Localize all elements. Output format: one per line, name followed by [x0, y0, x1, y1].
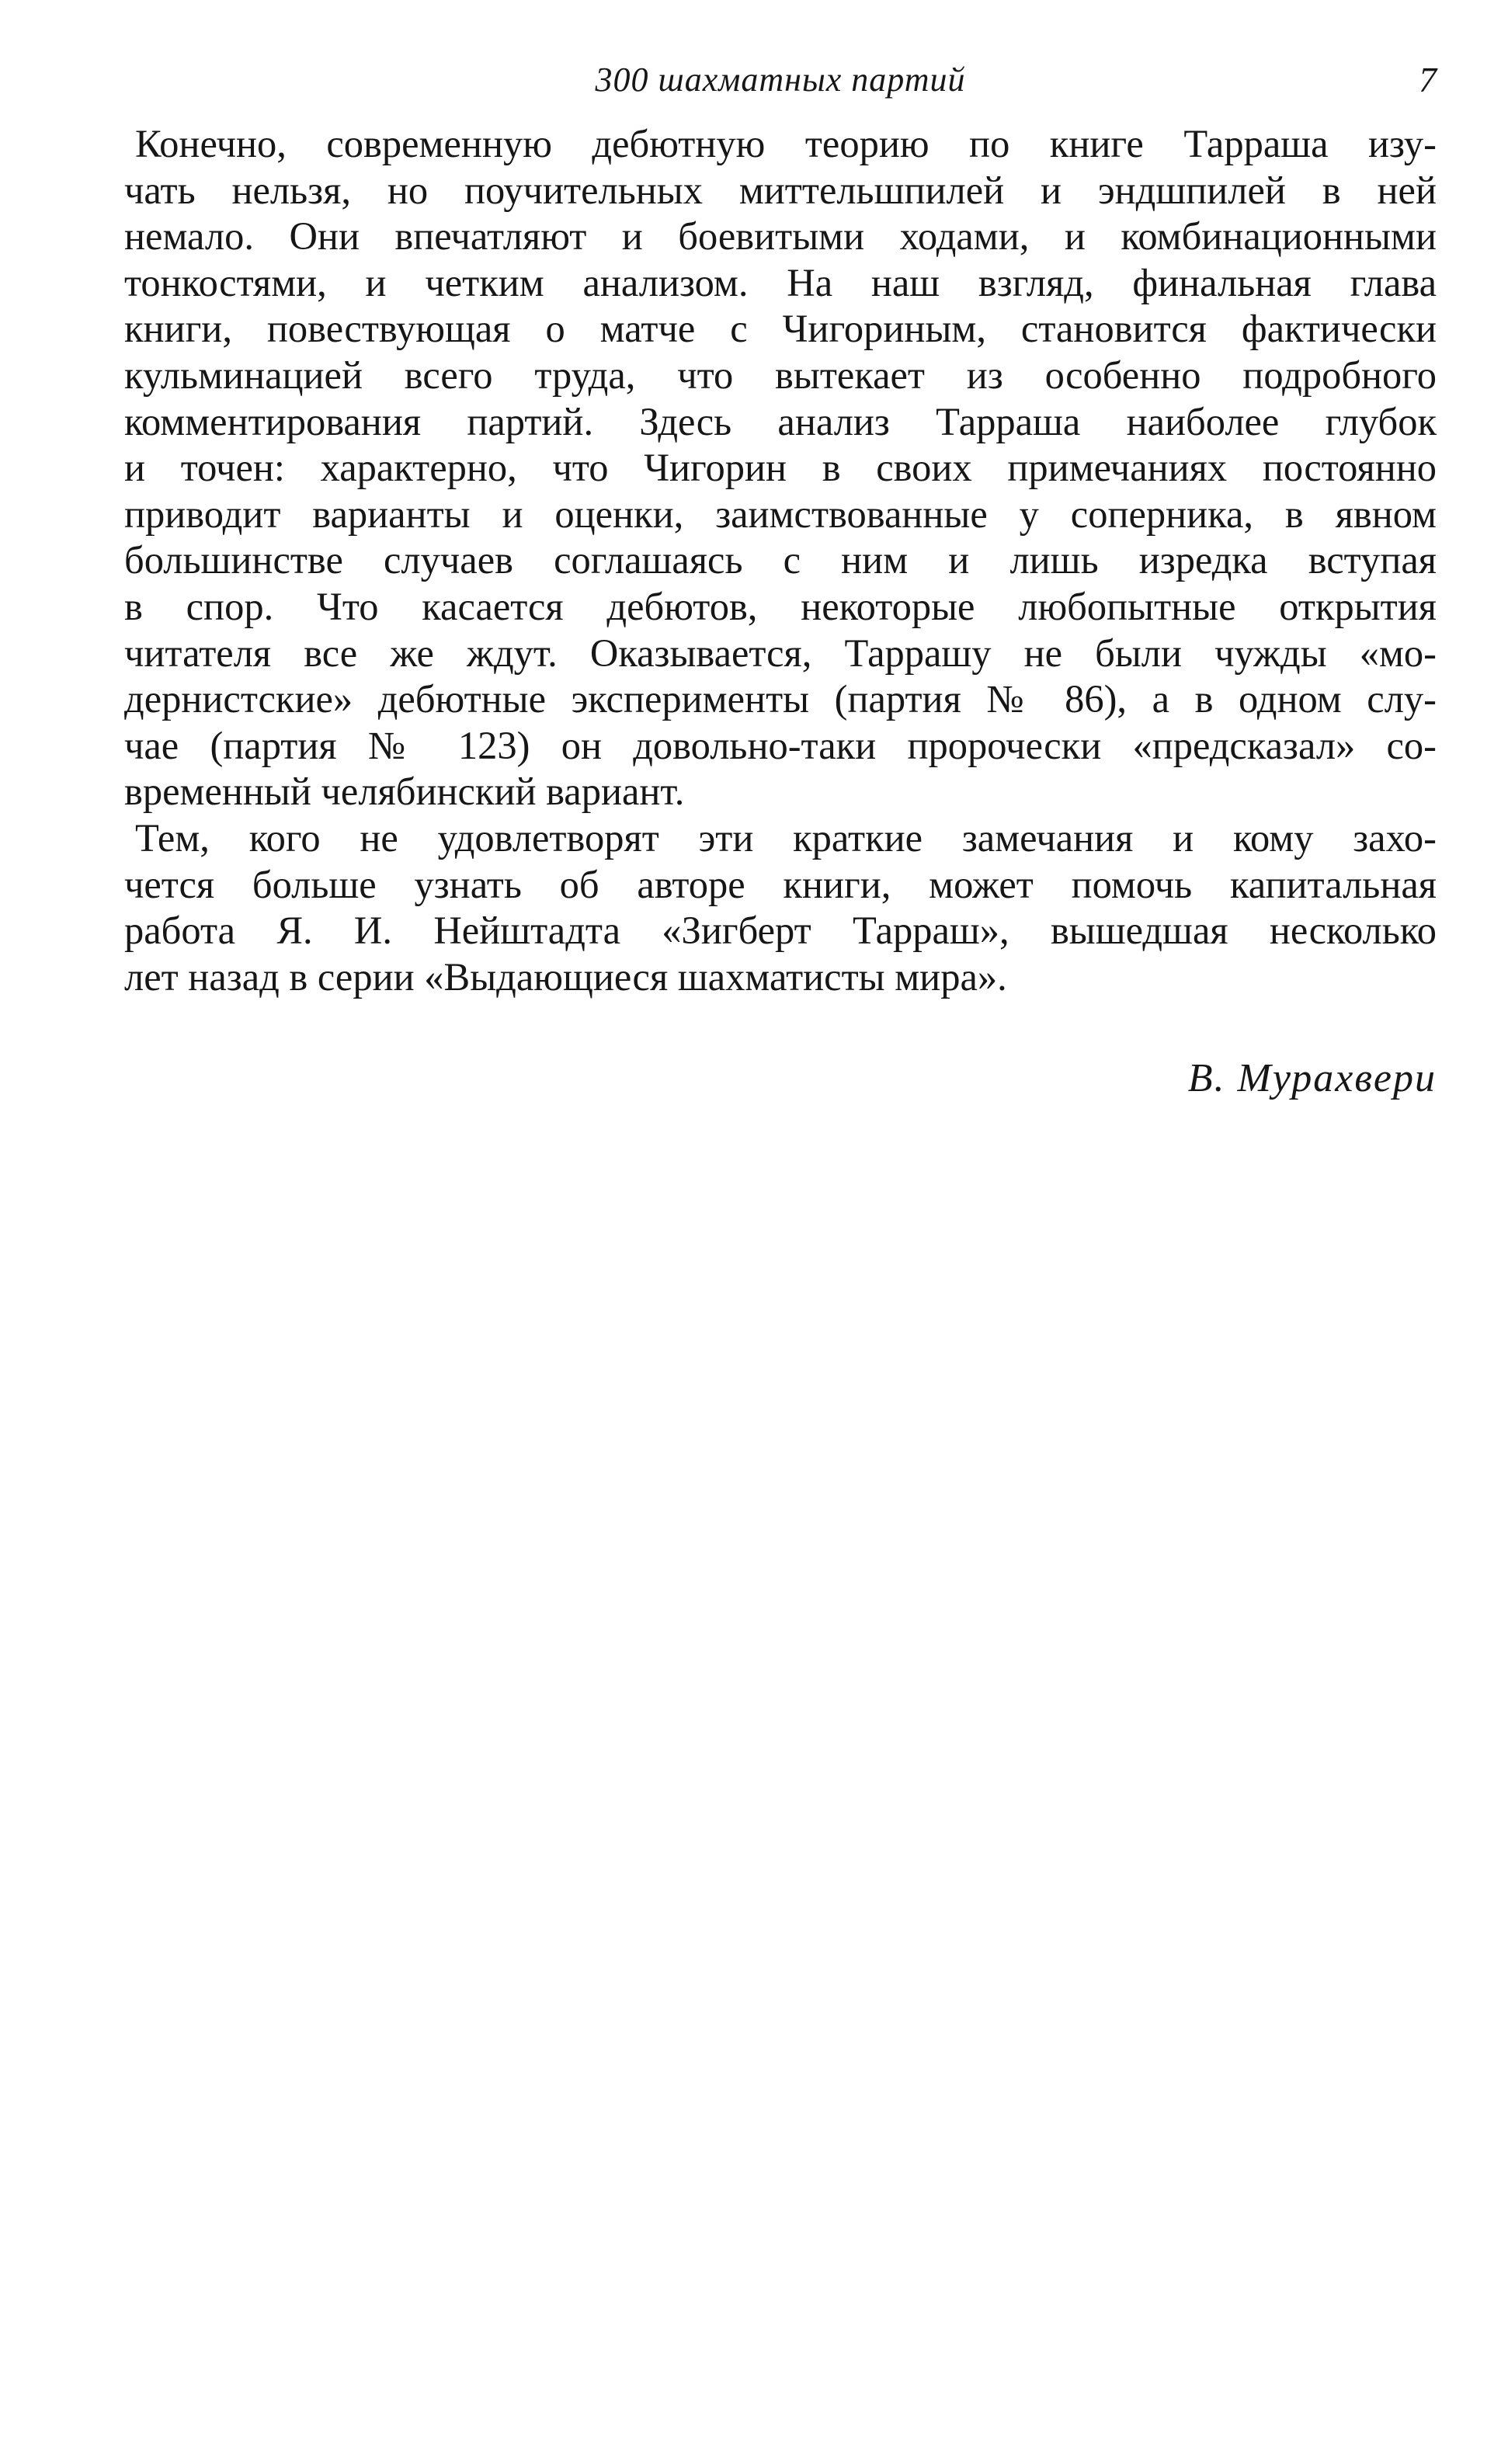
page-number: 7 [1419, 60, 1437, 99]
running-head [124, 53, 1437, 107]
text-line: дернистские» дебютные эксперименты (партия № 86), а в одном слу- [124, 677, 1437, 721]
running-title: 300 шахматных партий [595, 61, 966, 99]
text-line: немало. Они впечатляют и боевитыми ходами, и комбинационными [124, 214, 1437, 259]
text-line: и точен: характерно, что Чигорин в своих примечаниях постоянно [124, 446, 1437, 490]
body-text [124, 121, 1437, 1000]
text-line: лет назад в серии «Выдающиеся шахматисты мира». [124, 954, 1007, 999]
text-line: книги, повествующая о матче с Чигориным, становится фактически [124, 307, 1437, 351]
text-line: чае (партия № 123) он довольно-таки пророчески «предсказал» со- [124, 723, 1437, 767]
text-line: чется больше узнать об авторе книги, может помочь капитальная [124, 862, 1437, 906]
text-line: читателя все же ждут. Оказывается, Таррашу не были чужды «мо- [124, 631, 1437, 675]
paragraph-2 [124, 815, 1437, 1000]
text-line: чать нельзя, но поучительных миттельшпилей и эндшпилей в ней [124, 168, 1437, 212]
text-line: приводит варианты и оценки, заимствованные у соперника, в явном [124, 492, 1437, 536]
text-line: Конечно, современную дебютную теорию по книге Тарраша изу- [135, 122, 1437, 165]
text-line: тонкостями, и четким анализом. На наш взгляд, финальная глава [124, 260, 1437, 304]
paragraph-1 [124, 121, 1437, 815]
text-line: в спор. Что касается дебютов, некоторые любопытные открытия [124, 584, 1437, 628]
text-line: работа Я. И. Нейштадта «Зигберт Тарраш», вышедшая несколько [124, 909, 1437, 953]
text-line: Тем, кого не удовлетворят эти краткие замечания и кому захо- [135, 815, 1437, 860]
text-line: комментирования партий. Здесь анализ Тарраша наиболее глубок [124, 399, 1437, 443]
author-signature: В. Мурахвери [1187, 1056, 1437, 1100]
text-line: кульминацией всего труда, что вытекает из особенно подробного [124, 353, 1437, 397]
text-line: большинстве случаев соглашаясь с ним и лишь изредка вступая [124, 538, 1437, 582]
text-line: временный челябинский вариант. [124, 770, 685, 814]
